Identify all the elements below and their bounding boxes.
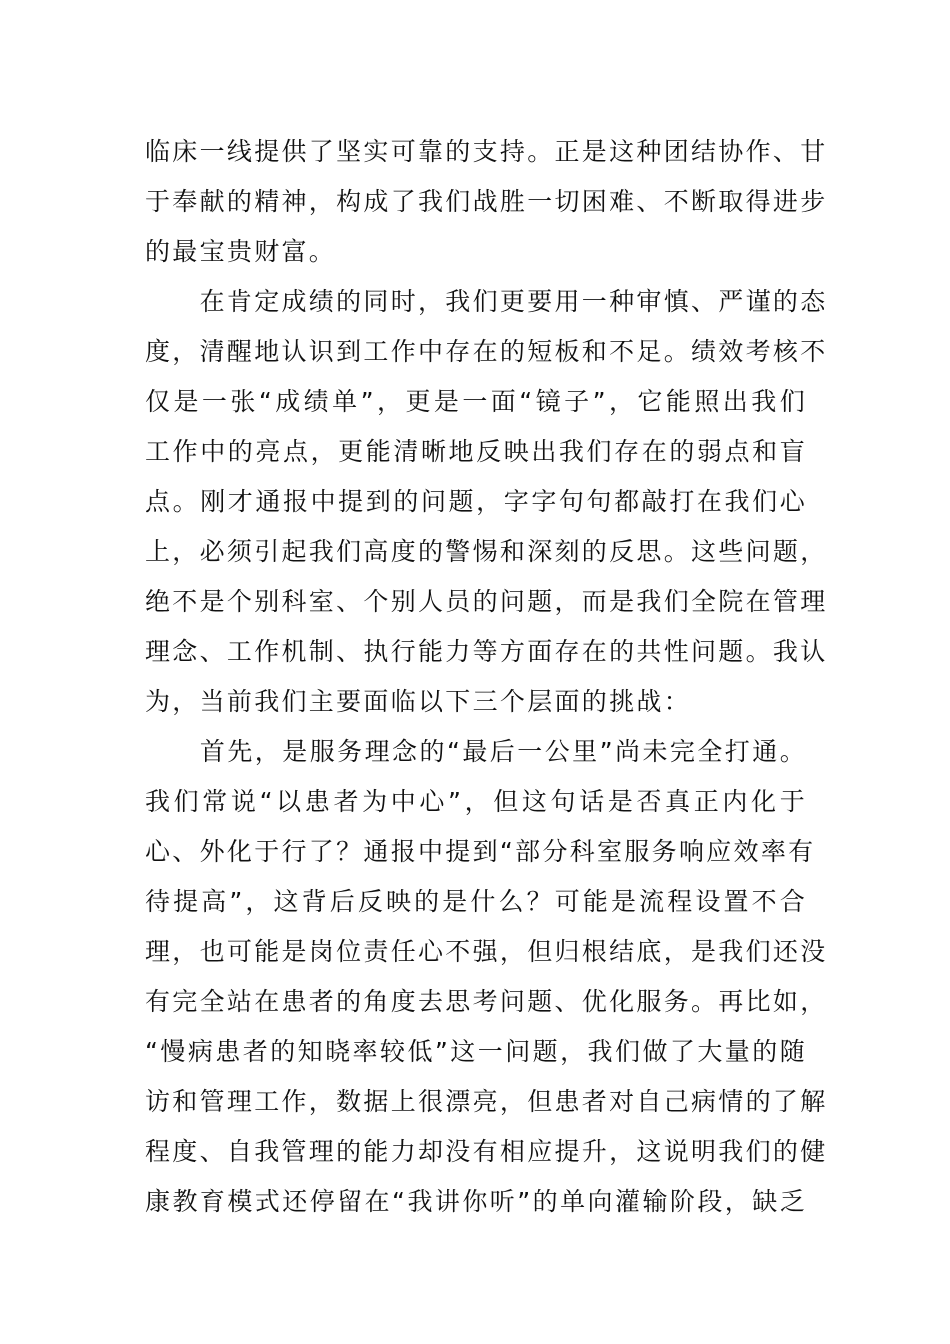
document-page [145, 127, 828, 1227]
text-line: 有完全站在患者的角度去思考问题、优化服务。再比如， [145, 987, 828, 1016]
text-line: 点。刚才通报中提到的问题，字字句句都敲打在我们心 [145, 487, 807, 516]
text-line: 上，必须引起我们高度的警惕和深刻的反思。这些问题， [145, 537, 828, 566]
text-line: 度，清醒地认识到工作中存在的短板和不足。绩效考核不 [145, 337, 828, 366]
text-line: 在肯定成绩的同时，我们更要用一种审慎、严谨的态 [145, 287, 828, 316]
text-line: 为，当前我们主要面临以下三个层面的挑战： [145, 687, 692, 716]
text-line: 工作中的亮点，更能清晰地反映出我们存在的弱点和盲 [145, 437, 807, 466]
text-line: 程度、自我管理的能力却没有相应提升，这说明我们的健 [145, 1137, 828, 1166]
text-line: 康教育模式还停留在“我讲你听”的单向灌输阶段，缺乏 [145, 1187, 807, 1216]
text-line: 待提高”，这背后反映的是什么？可能是流程设置不合 [145, 887, 807, 916]
text-line: 绝不是个别科室、个别人员的问题，而是我们全院在管理 [145, 587, 828, 616]
text-line: 首先，是服务理念的“最后一公里”尚未完全打通。 [145, 737, 807, 766]
text-line: 访和管理工作，数据上很漂亮，但患者对自己病情的了解 [145, 1087, 828, 1116]
text-line: 理，也可能是岗位责任心不强，但归根结底，是我们还没 [145, 937, 828, 966]
text-line: 的最宝贵财富。 [145, 237, 337, 266]
text-line: 心、外化于行了？通报中提到“部分科室服务响应效率有 [145, 837, 816, 866]
text-line: “慢病患者的知晓率较低”这一问题，我们做了大量的随 [145, 1037, 807, 1066]
text-line: 临床一线提供了坚实可靠的支持。正是这种团结协作、甘 [145, 137, 828, 166]
text-line: 仅是一张“成绩单”，更是一面“镜子”，它能照出我们 [145, 387, 807, 416]
text-line: 于奉献的精神，构成了我们战胜一切困难、不断取得进步 [145, 187, 828, 216]
text-line: 我们常说“以患者为中心”，但这句话是否真正内化于 [145, 787, 807, 816]
text-line: 理念、工作机制、执行能力等方面存在的共性问题。我认 [145, 637, 828, 666]
